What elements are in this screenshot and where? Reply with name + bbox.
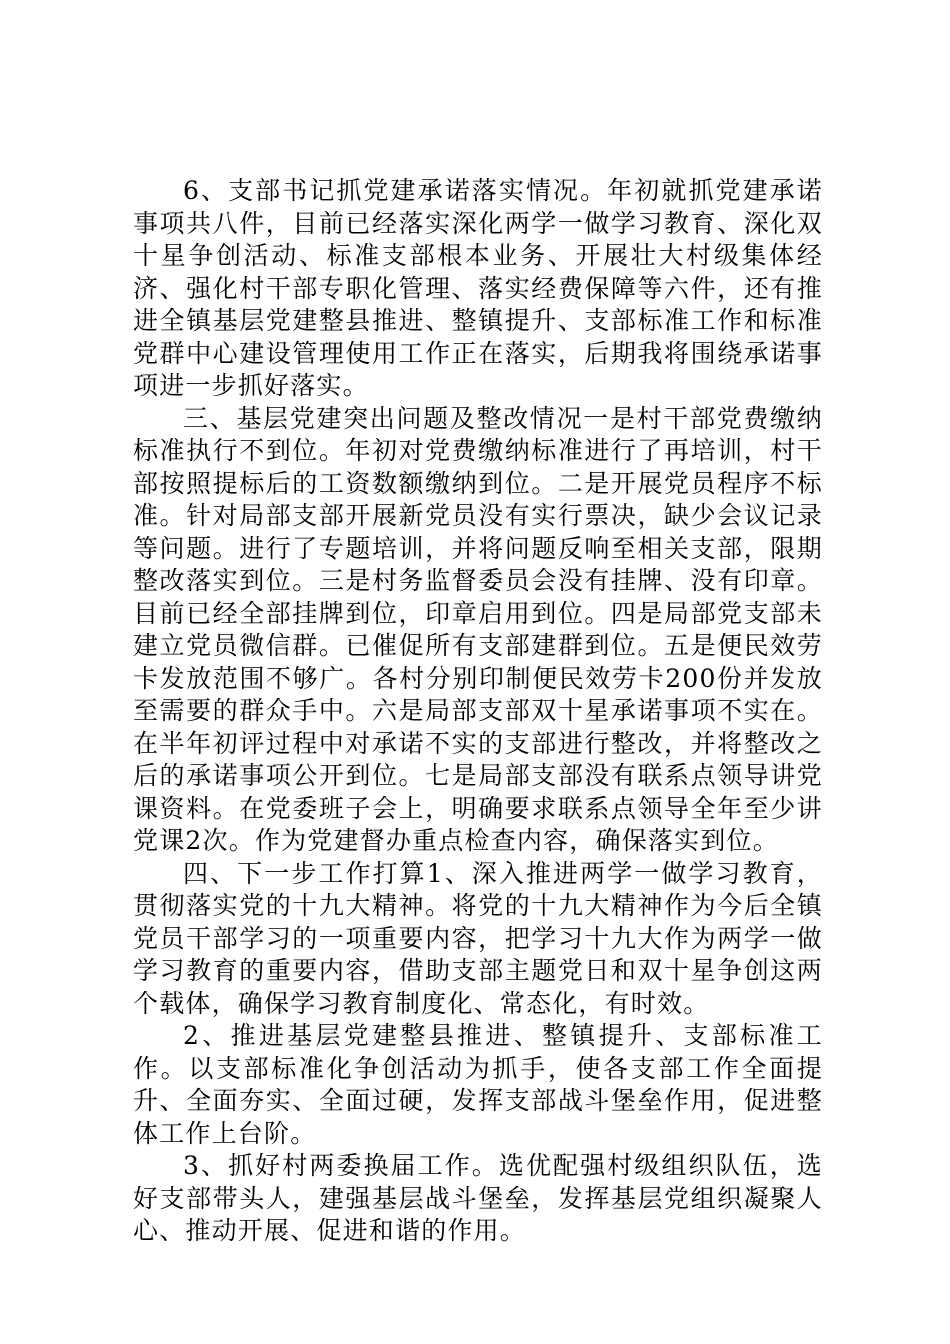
paragraph-standardization-work: 2、推进基层党建整县推进、整镇提升、支部标准工作。以支部标准化争创活动为抓手，使各支部工作全面提升、全面夯实、全面过硬，发挥支部战斗堡垒作用，促进整体工作上台阶。 bbox=[133, 1021, 823, 1148]
document-body bbox=[133, 175, 823, 1248]
paragraph-problems-and-rectification: 三、基层党建突出问题及整改情况一是村干部党费缴纳标准执行不到位。年初对党费缴纳标准进行了再培训，村干部按照提标后的工资数额缴纳到位。二是开展党员程序不标准。针对局部支部开展新党员没有实行票决，缺少会议记录等问题。进行了专题培训，并将问题反响至相关支部，限期整改落实到位。三是村务监督委员会没有挂牌、没有印章。目前已经全部挂牌到位，印章启用到位。四是局部党支部未建立党员微信群。已催促所有支部建群到位。五是便民效劳卡发放范围不够广。各村分别印制便民效劳卡200份并发放至需要的群众手中。六是局部支部双十星承诺事项不实在。在半年初评过程中对承诺不实的支部进行整改，并将整改之后的承诺事项公开到位。七是局部支部没有联系点领导讲党课资料。在党委班子会上，明确要求联系点领导全年至少讲党课2次。作为党建督办重点检查内容，确保落实到位。 bbox=[133, 403, 823, 855]
paragraph-party-building-commitments: 6、支部书记抓党建承诺落实情况。年初就抓党建承诺事项共八件，目前已经落实深化两学一做学习教育、深化双十星争创活动、标准支部根本业务、开展壮大村级集体经济、强化村干部专职化管理、落实经费保障等六件，还有推进全镇基层党建整县推进、整镇提升、支部标准工作和标准党群中心建设管理使用工作正在落实，后期我将围绕承诺事项进一步抓好落实。 bbox=[133, 176, 823, 400]
paragraph-village-election: 3、抓好村两委换届工作。选优配强村级组织队伍，选好支部带头人，建强基层战斗堡垒，发挥基层党组织凝聚人心、推动开展、促进和谐的作用。 bbox=[133, 1151, 823, 1245]
paragraph-next-steps-study-education: 四、下一步工作打算1、深入推进两学一做学习教育，贯彻落实党的十九大精神。将党的十九大精神作为今后全镇党员干部学习的一项重要内容，把学习十九大作为两学一做学习教育的重要内容，借助支部主题党日和双十星争创这两个载体，确保学习教育制度化、常态化，有时效。 bbox=[133, 858, 823, 1018]
